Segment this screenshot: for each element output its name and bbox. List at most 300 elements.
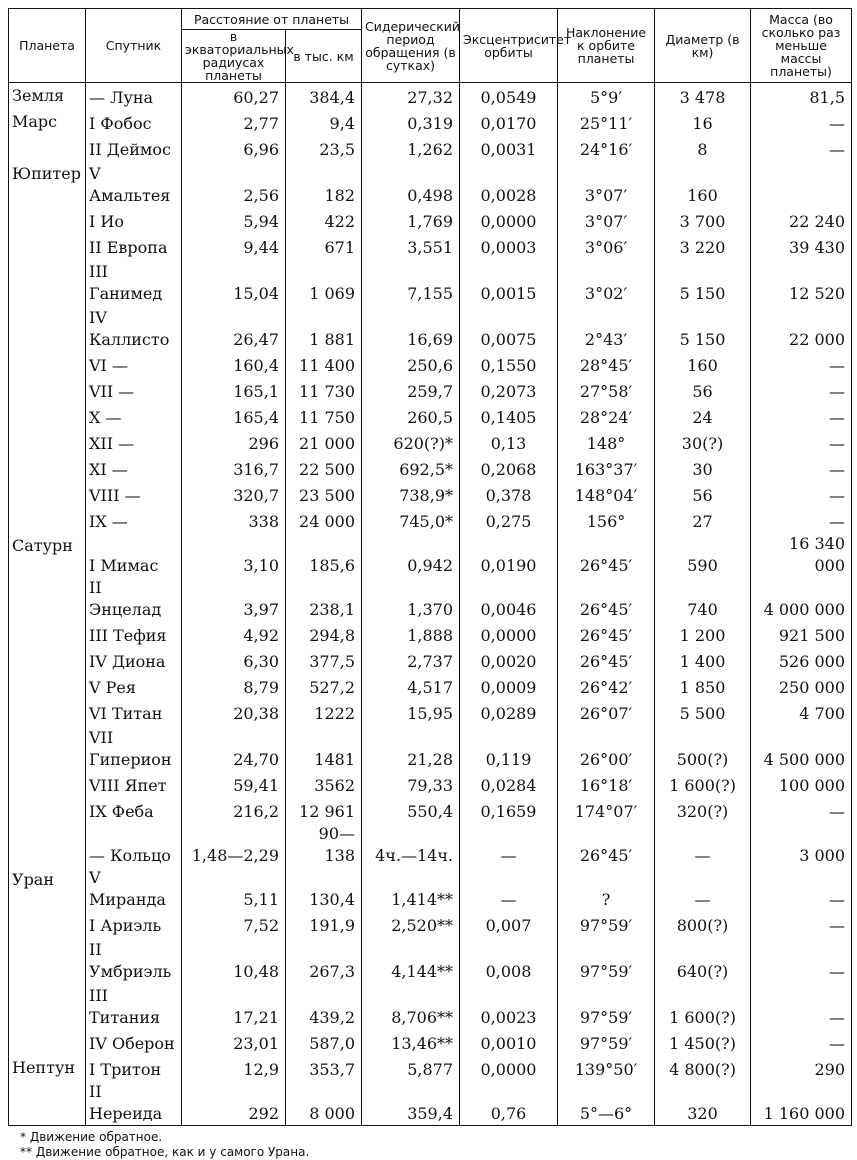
footnote-retrograde-uranus: ** Движение обратное, как и у самого Урана. (20, 1144, 310, 1159)
distance-radii-cell: 12,9 (182, 1055, 286, 1081)
table-row (9, 533, 852, 577)
mass-cell: — (751, 937, 852, 983)
inclination-cell: 2°43′ (558, 305, 655, 351)
planet-cell (9, 577, 86, 621)
distance-km-cell: 587,0 (286, 1029, 362, 1055)
period-cell: 21,28 (362, 725, 460, 771)
planet-cell (9, 983, 86, 1029)
inclination-cell: 3°06′ (558, 233, 655, 259)
planet-cell (9, 259, 86, 305)
satellite-cell: I Ариэль (86, 911, 182, 937)
distance-km-cell: 185,6 (286, 533, 362, 577)
eccentricity-cell: 0,0009 (460, 673, 558, 699)
col-header-distance-km: в тыс. км (286, 30, 362, 83)
period-cell: 4,517 (362, 673, 460, 699)
satellite-cell: VI — (86, 351, 182, 377)
eccentricity-cell: 0,0000 (460, 207, 558, 233)
satellite-cell: I Мимас (86, 533, 182, 577)
distance-radii-cell: 5,11 (182, 867, 286, 911)
eccentricity-cell: 0,0170 (460, 109, 558, 135)
inclination-cell: 28°45′ (558, 351, 655, 377)
mass-cell: 4 000 000 (751, 577, 852, 621)
table-row (9, 109, 852, 135)
distance-km-cell: 12 961 (286, 797, 362, 823)
eccentricity-cell: 0,0015 (460, 259, 558, 305)
table-row (9, 725, 852, 771)
period-cell: 0,942 (362, 533, 460, 577)
eccentricity-cell: 0,378 (460, 481, 558, 507)
inclination-cell: 156° (558, 507, 655, 533)
mass-cell: 22 240 (751, 207, 852, 233)
distance-radii-cell: 7,52 (182, 911, 286, 937)
inclination-cell: 26°45′ (558, 647, 655, 673)
table-header (9, 9, 852, 83)
inclination-cell: 97°59′ (558, 937, 655, 983)
diameter-cell: 160 (655, 161, 751, 207)
distance-radii-cell: 338 (182, 507, 286, 533)
planet-cell (9, 673, 86, 699)
planet-cell (9, 771, 86, 797)
inclination-cell: 97°59′ (558, 911, 655, 937)
inclination-cell: 174°07′ (558, 797, 655, 823)
satellite-cell: VIII — (86, 481, 182, 507)
distance-km-cell: 3562 (286, 771, 362, 797)
eccentricity-cell: 0,0284 (460, 771, 558, 797)
diameter-cell: 5 500 (655, 699, 751, 725)
planet-cell (9, 305, 86, 351)
planet-cell: Марс (9, 109, 86, 135)
planet-cell (9, 481, 86, 507)
table-row (9, 1081, 852, 1126)
satellite-cell: XI — (86, 455, 182, 481)
satellite-cell: XII — (86, 429, 182, 455)
diameter-cell: 500(?) (655, 725, 751, 771)
satellite-cell: — Кольцо (86, 823, 182, 867)
inclination-cell: 26°00′ (558, 725, 655, 771)
diameter-cell: — (655, 823, 751, 867)
table-row (9, 1029, 852, 1055)
period-cell: 620(?)* (362, 429, 460, 455)
satellite-cell: II Деймос (86, 135, 182, 161)
period-cell: 692,5* (362, 455, 460, 481)
satellite-cell: X — (86, 403, 182, 429)
table-row (9, 351, 852, 377)
table-row (9, 823, 852, 867)
period-cell: 5,877 (362, 1055, 460, 1081)
mass-cell: 921 500 (751, 621, 852, 647)
satellite-cell: I Тритон (86, 1055, 182, 1081)
inclination-cell: 28°24′ (558, 403, 655, 429)
satellite-cell: V Рея (86, 673, 182, 699)
distance-radii-cell: 316,7 (182, 455, 286, 481)
inclination-cell: 27°58′ (558, 377, 655, 403)
planet-cell (9, 1029, 86, 1055)
mass-cell: — (751, 481, 852, 507)
mass-cell: 290 (751, 1055, 852, 1081)
planet-cell: Земля (9, 83, 86, 109)
eccentricity-cell: 0,13 (460, 429, 558, 455)
eccentricity-cell: 0,119 (460, 725, 558, 771)
planet-cell (9, 725, 86, 771)
table-row (9, 83, 852, 109)
eccentricity-cell: 0,0028 (460, 161, 558, 207)
table-row (9, 377, 852, 403)
diameter-cell: 1 450(?) (655, 1029, 751, 1055)
table-row (9, 161, 852, 207)
inclination-cell: 26°45′ (558, 823, 655, 867)
satellite-cell: V Амальтея (86, 161, 182, 207)
period-cell: 1,414** (362, 867, 460, 911)
eccentricity-cell: 0,1550 (460, 351, 558, 377)
table-row (9, 1055, 852, 1081)
mass-cell: — (751, 351, 852, 377)
eccentricity-cell: 0,275 (460, 507, 558, 533)
planet-cell (9, 377, 86, 403)
distance-km-cell: 24 000 (286, 507, 362, 533)
distance-km-cell: 191,9 (286, 911, 362, 937)
diameter-cell: 5 150 (655, 259, 751, 305)
diameter-cell: 740 (655, 577, 751, 621)
mass-cell: — (751, 911, 852, 937)
diameter-cell: 30(?) (655, 429, 751, 455)
period-cell: 7,155 (362, 259, 460, 305)
satellite-cell: V Миранда (86, 867, 182, 911)
distance-km-cell: 267,3 (286, 937, 362, 983)
mass-cell: 81,5 (751, 83, 852, 109)
satellite-cell: III Титания (86, 983, 182, 1029)
distance-km-cell: 439,2 (286, 983, 362, 1029)
mass-cell: — (751, 867, 852, 911)
eccentricity-cell: 0,0023 (460, 983, 558, 1029)
period-cell: 4,144** (362, 937, 460, 983)
table-row (9, 771, 852, 797)
eccentricity-cell: 0,0075 (460, 305, 558, 351)
satellite-cell: II Энцелад (86, 577, 182, 621)
diameter-cell: 56 (655, 377, 751, 403)
mass-cell: 526 000 (751, 647, 852, 673)
satellite-cell: VII — (86, 377, 182, 403)
distance-km-cell: 1222 (286, 699, 362, 725)
planet-cell (9, 797, 86, 823)
inclination-cell: 26°45′ (558, 577, 655, 621)
eccentricity-cell: 0,0003 (460, 233, 558, 259)
col-header-eccentricity: Эксцентриситет орбиты (460, 9, 558, 83)
satellite-cell: II Европа (86, 233, 182, 259)
planet-cell (9, 207, 86, 233)
mass-cell: 16 340 000 (751, 533, 852, 577)
eccentricity-cell: — (460, 823, 558, 867)
eccentricity-cell: 0,76 (460, 1081, 558, 1126)
distance-km-cell: 90—138 (286, 823, 362, 867)
distance-km-cell: 22 500 (286, 455, 362, 481)
distance-km-cell: 377,5 (286, 647, 362, 673)
distance-km-cell: 238,1 (286, 577, 362, 621)
satellite-cell: III Тефия (86, 621, 182, 647)
period-cell: 260,5 (362, 403, 460, 429)
planet-cell (9, 233, 86, 259)
diameter-cell: 3 220 (655, 233, 751, 259)
table-row (9, 259, 852, 305)
period-cell: 550,4 (362, 797, 460, 823)
mass-cell: — (751, 429, 852, 455)
table-row (9, 481, 852, 507)
period-cell: 3,551 (362, 233, 460, 259)
table-body (9, 83, 852, 1126)
distance-radii-cell: 6,96 (182, 135, 286, 161)
diameter-cell: 3 700 (655, 207, 751, 233)
inclination-cell: 26°45′ (558, 533, 655, 577)
eccentricity-cell: 0,0289 (460, 699, 558, 725)
satellites-table-page (8, 8, 851, 1160)
distance-radii-cell: 1,48—2,29 (182, 823, 286, 867)
period-cell: 250,6 (362, 351, 460, 377)
eccentricity-cell: 0,0046 (460, 577, 558, 621)
table-row (9, 673, 852, 699)
table-row (9, 305, 852, 351)
satellite-cell: IV Оберон (86, 1029, 182, 1055)
col-header-planet: Планета (9, 9, 86, 83)
eccentricity-cell: 0,0000 (460, 621, 558, 647)
eccentricity-cell: 0,007 (460, 911, 558, 937)
inclination-cell: 26°45′ (558, 621, 655, 647)
inclination-cell: 3°02′ (558, 259, 655, 305)
eccentricity-cell: 0,0031 (460, 135, 558, 161)
distance-radii-cell: 216,2 (182, 797, 286, 823)
table-row (9, 647, 852, 673)
distance-km-cell: 23,5 (286, 135, 362, 161)
mass-cell: 3 000 (751, 823, 852, 867)
period-cell: 0,498 (362, 161, 460, 207)
mass-cell (751, 161, 852, 207)
period-cell: 27,32 (362, 83, 460, 109)
col-header-distance: Расстояние от планеты (182, 9, 362, 30)
period-cell: 13,46** (362, 1029, 460, 1055)
period-cell: 2,520** (362, 911, 460, 937)
distance-radii-cell: 320,7 (182, 481, 286, 507)
satellite-cell: II Нереида (86, 1081, 182, 1126)
eccentricity-cell: 0,008 (460, 937, 558, 983)
distance-radii-cell: 165,4 (182, 403, 286, 429)
diameter-cell: 800(?) (655, 911, 751, 937)
diameter-cell: 3 478 (655, 83, 751, 109)
period-cell: 359,4 (362, 1081, 460, 1126)
distance-radii-cell: 160,4 (182, 351, 286, 377)
distance-km-cell: 422 (286, 207, 362, 233)
diameter-cell: 640(?) (655, 937, 751, 983)
table-row (9, 983, 852, 1029)
satellites-table (8, 8, 852, 1126)
inclination-cell: 163°37′ (558, 455, 655, 481)
inclination-cell: 5°—6° (558, 1081, 655, 1126)
satellite-cell: VII Гиперион (86, 725, 182, 771)
footnote-retrograde: * Движение обратное. (20, 1129, 163, 1144)
mass-cell: — (751, 403, 852, 429)
table-row (9, 699, 852, 725)
distance-radii-cell: 10,48 (182, 937, 286, 983)
table-row (9, 429, 852, 455)
distance-km-cell: 1 069 (286, 259, 362, 305)
inclination-cell: 24°16′ (558, 135, 655, 161)
mass-cell: — (751, 377, 852, 403)
eccentricity-cell: 0,0010 (460, 1029, 558, 1055)
inclination-cell: 139°50′ (558, 1055, 655, 1081)
table-row (9, 867, 852, 911)
distance-km-cell: 23 500 (286, 481, 362, 507)
diameter-cell: 590 (655, 533, 751, 577)
mass-cell: 250 000 (751, 673, 852, 699)
distance-km-cell: 527,2 (286, 673, 362, 699)
inclination-cell: ? (558, 867, 655, 911)
distance-km-cell: 11 400 (286, 351, 362, 377)
period-cell: 8,706** (362, 983, 460, 1029)
mass-cell: 4 700 (751, 699, 852, 725)
eccentricity-cell: 0,0020 (460, 647, 558, 673)
period-cell: 2,737 (362, 647, 460, 673)
planet-cell: Уран (9, 867, 86, 911)
diameter-cell: 27 (655, 507, 751, 533)
col-header-diameter: Диаметр (в км) (655, 9, 751, 83)
diameter-cell: 320(?) (655, 797, 751, 823)
distance-km-cell: 353,7 (286, 1055, 362, 1081)
eccentricity-cell: — (460, 867, 558, 911)
inclination-cell: 3°07′ (558, 161, 655, 207)
planet-cell (9, 455, 86, 481)
mass-cell: 4 500 000 (751, 725, 852, 771)
mass-cell: — (751, 797, 852, 823)
distance-radii-cell: 15,04 (182, 259, 286, 305)
col-header-satellite: Спутник (86, 9, 182, 83)
planet-cell (9, 1081, 86, 1126)
distance-radii-cell: 59,41 (182, 771, 286, 797)
table-row (9, 403, 852, 429)
planet-cell (9, 647, 86, 673)
diameter-cell: 1 850 (655, 673, 751, 699)
diameter-cell: 30 (655, 455, 751, 481)
planet-cell (9, 699, 86, 725)
distance-radii-cell: 3,10 (182, 533, 286, 577)
mass-cell: 1 160 000 (751, 1081, 852, 1126)
inclination-cell: 3°07′ (558, 207, 655, 233)
satellite-cell: VIII Япет (86, 771, 182, 797)
mass-cell: — (751, 983, 852, 1029)
eccentricity-cell: 0,0190 (460, 533, 558, 577)
period-cell: 79,33 (362, 771, 460, 797)
inclination-cell: 148°04′ (558, 481, 655, 507)
satellite-cell: IV Каллисто (86, 305, 182, 351)
planet-cell: Нептун (9, 1055, 86, 1081)
distance-km-cell: 294,8 (286, 621, 362, 647)
distance-radii-cell: 60,27 (182, 83, 286, 109)
diameter-cell: 5 150 (655, 305, 751, 351)
period-cell: 738,9* (362, 481, 460, 507)
satellite-cell: IX — (86, 507, 182, 533)
period-cell: 4ч.—14ч. (362, 823, 460, 867)
table-row (9, 937, 852, 983)
satellite-cell: IV Диона (86, 647, 182, 673)
diameter-cell: 1 400 (655, 647, 751, 673)
planet-cell: Юпитер (9, 161, 86, 207)
mass-cell: — (751, 135, 852, 161)
period-cell: 1,370 (362, 577, 460, 621)
diameter-cell: 1 600(?) (655, 983, 751, 1029)
mass-cell: 22 000 (751, 305, 852, 351)
distance-radii-cell: 2,77 (182, 109, 286, 135)
inclination-cell: 97°59′ (558, 983, 655, 1029)
satellite-cell: I Ио (86, 207, 182, 233)
distance-km-cell: 21 000 (286, 429, 362, 455)
diameter-cell: 160 (655, 351, 751, 377)
eccentricity-cell: 0,0549 (460, 83, 558, 109)
satellite-cell: II Умбриэль (86, 937, 182, 983)
eccentricity-cell: 0,1405 (460, 403, 558, 429)
distance-km-cell: 11 730 (286, 377, 362, 403)
distance-km-cell: 1481 (286, 725, 362, 771)
satellite-cell: I Фобос (86, 109, 182, 135)
eccentricity-cell: 0,2073 (460, 377, 558, 403)
distance-km-cell: 182 (286, 161, 362, 207)
distance-radii-cell: 6,30 (182, 647, 286, 673)
inclination-cell: 148° (558, 429, 655, 455)
mass-cell: — (751, 507, 852, 533)
col-header-period: Сидерический период обращения (в сутках) (362, 9, 460, 83)
table-row (9, 507, 852, 533)
distance-radii-cell: 8,79 (182, 673, 286, 699)
mass-cell: — (751, 1029, 852, 1055)
period-cell: 1,262 (362, 135, 460, 161)
period-cell: 259,7 (362, 377, 460, 403)
inclination-cell: 5°9′ (558, 83, 655, 109)
distance-km-cell: 8 000 (286, 1081, 362, 1126)
col-header-mass: Масса (во сколько раз меньше массы планеты) (751, 9, 852, 83)
diameter-cell: 1 200 (655, 621, 751, 647)
table-row (9, 135, 852, 161)
eccentricity-cell: 0,0000 (460, 1055, 558, 1081)
period-cell: 745,0* (362, 507, 460, 533)
period-cell: 1,888 (362, 621, 460, 647)
distance-km-cell: 384,4 (286, 83, 362, 109)
mass-cell: — (751, 455, 852, 481)
col-header-distance-radii: в экваториальных радиусах планеты (182, 30, 286, 83)
planet-cell: Сатурн (9, 533, 86, 577)
distance-radii-cell: 2,56 (182, 161, 286, 207)
distance-radii-cell: 20,38 (182, 699, 286, 725)
distance-km-cell: 130,4 (286, 867, 362, 911)
diameter-cell: 4 800(?) (655, 1055, 751, 1081)
eccentricity-cell: 0,1659 (460, 797, 558, 823)
planet-cell (9, 911, 86, 937)
period-cell: 15,95 (362, 699, 460, 725)
footnotes (8, 1126, 851, 1160)
period-cell: 0,319 (362, 109, 460, 135)
distance-radii-cell: 292 (182, 1081, 286, 1126)
diameter-cell: 1 600(?) (655, 771, 751, 797)
distance-radii-cell: 5,94 (182, 207, 286, 233)
planet-cell (9, 507, 86, 533)
distance-radii-cell: 296 (182, 429, 286, 455)
distance-radii-cell: 26,47 (182, 305, 286, 351)
distance-radii-cell: 23,01 (182, 1029, 286, 1055)
diameter-cell: 24 (655, 403, 751, 429)
table-row (9, 233, 852, 259)
inclination-cell: 26°42′ (558, 673, 655, 699)
distance-radii-cell: 165,1 (182, 377, 286, 403)
satellite-cell: — Луна (86, 83, 182, 109)
table-row (9, 621, 852, 647)
distance-radii-cell: 9,44 (182, 233, 286, 259)
satellite-cell: IX Феба (86, 797, 182, 823)
diameter-cell: 56 (655, 481, 751, 507)
satellite-cell: VI Титан (86, 699, 182, 725)
